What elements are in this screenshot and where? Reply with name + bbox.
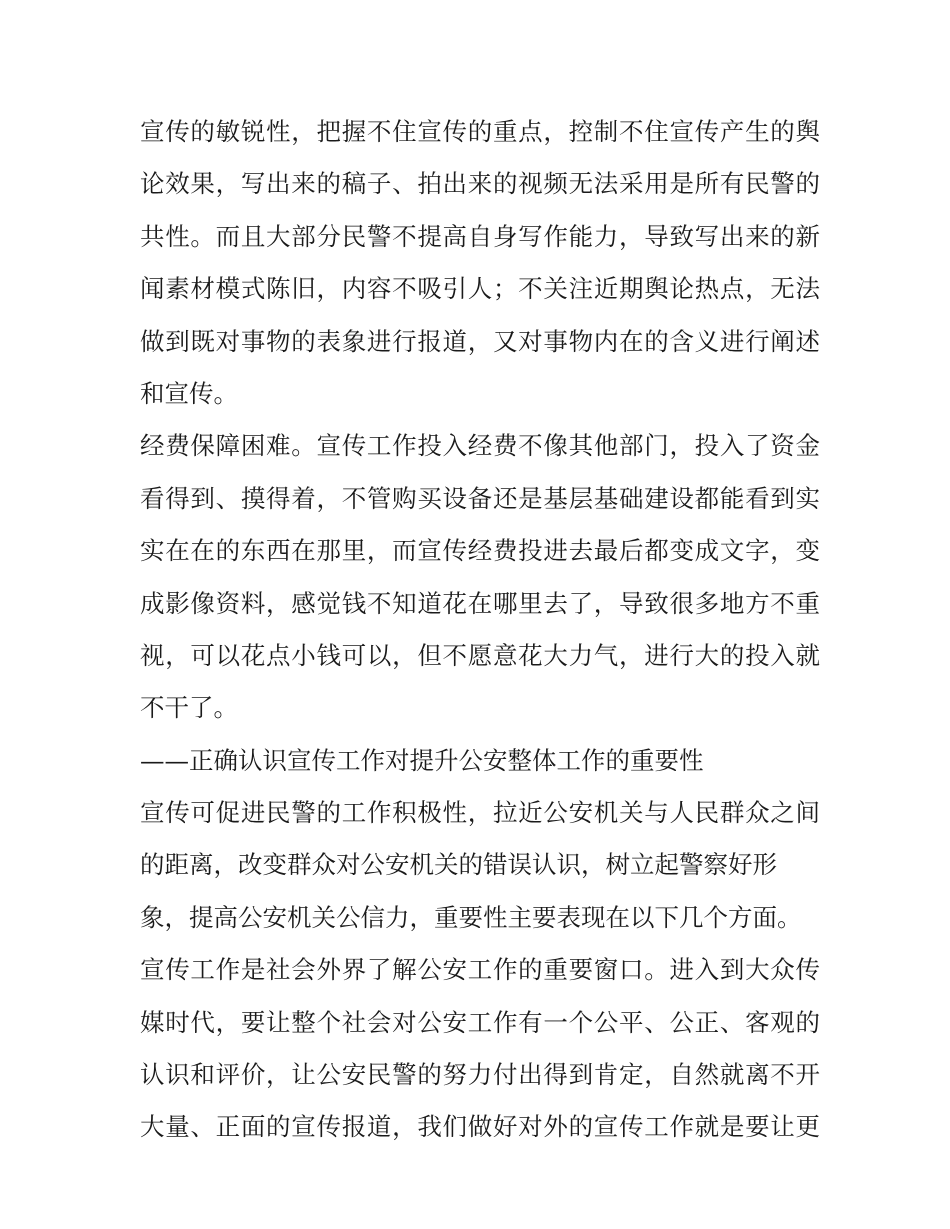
text-line: 不干了。	[140, 693, 238, 723]
text-line: 和宣传。	[140, 378, 238, 408]
paragraph-importance-intro	[140, 787, 820, 944]
text-line: 论效果，写出来的稿子、拍出来的视频无法采用是所有民警的	[140, 169, 820, 199]
text-line: 的距离，改变群众对公安机关的错误认识，树立起警察好形	[140, 850, 777, 880]
text-line: 宣传工作是社会外界了解公安工作的重要窗口。进入到大众传	[140, 955, 820, 985]
paragraph-publicity-sensitivity	[140, 106, 820, 420]
text-line: 闻素材模式陈旧，内容不吸引人；不关注近期舆论热点，无法	[140, 274, 820, 304]
section-heading	[140, 735, 820, 787]
text-line: 宣传可促进民警的工作积极性，拉近公安机关与人民群众之间	[140, 798, 820, 828]
text-line: 宣传的敏锐性，把握不住宣传的重点，控制不住宣传产生的舆	[140, 117, 820, 146]
text-line: 做到既对事物的表象进行报道，又对事物内在的含义进行阐述	[140, 326, 820, 356]
heading-line: ——正确认识宣传工作对提升公安整体工作的重要性	[140, 745, 704, 775]
paragraph-funding-difficulty	[140, 420, 820, 734]
text-line: 成影像资料，感觉钱不知道花在哪里去了，导致很多地方不重	[140, 588, 820, 618]
text-line: 媒时代，要让整个社会对公安工作有一个公平、公正、客观的	[140, 1007, 820, 1037]
text-line: 看得到、摸得着，不管购买设备还是基层基础建设都能看到实	[140, 483, 820, 513]
text-line: 实在在的东西在那里，而宣传经费投进去最后都变成文字，变	[140, 536, 820, 566]
paragraph-publicity-window	[140, 944, 820, 1154]
text-line: 大量、正面的宣传报道，我们做好对外的宣传工作就是要让更	[140, 1112, 820, 1142]
text-line: 认识和评价，让公安民警的努力付出得到肯定，自然就离不开	[140, 1060, 820, 1090]
text-line: 象，提高公安机关公信力，重要性主要表现在以下几个方面。	[140, 902, 802, 932]
text-line: 视，可以花点小钱可以，但不愿意花大力气，进行大的投入就	[140, 640, 820, 670]
document-body	[140, 106, 820, 1154]
text-line: 经费保障困难。宣传工作投入经费不像其他部门，投入了资金	[140, 431, 820, 461]
text-line: 共性。而且大部分民警不提高自身写作能力，导致写出来的新	[140, 221, 820, 251]
